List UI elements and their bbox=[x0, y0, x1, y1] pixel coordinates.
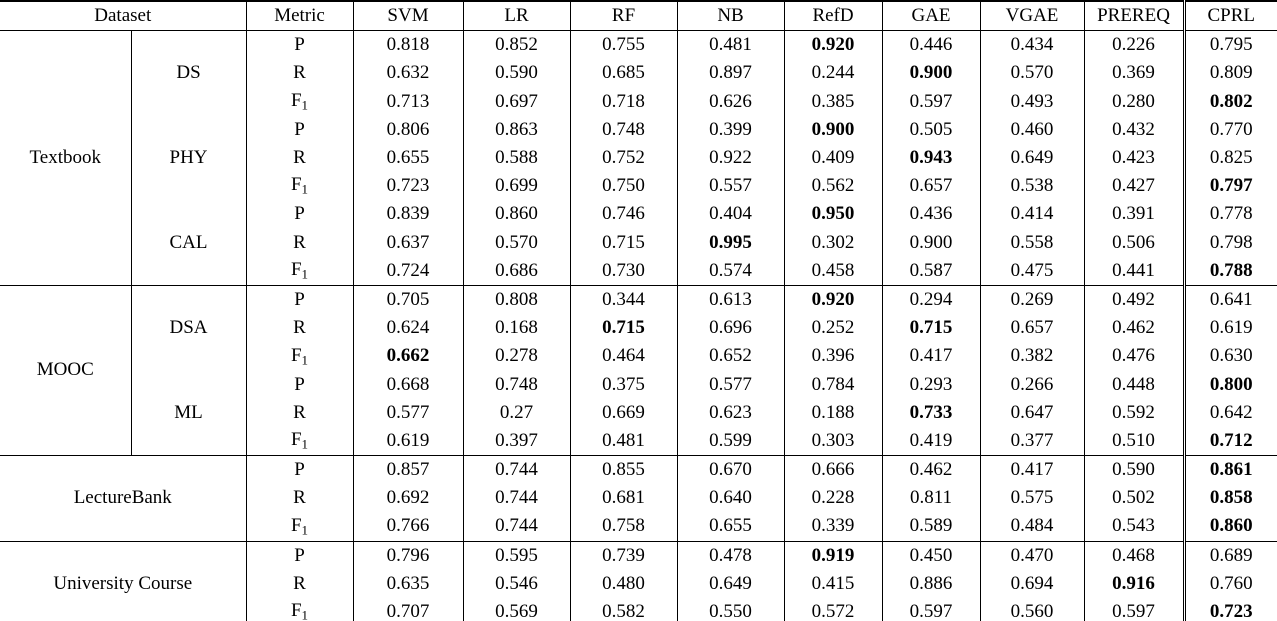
metric-value: 0.744 bbox=[463, 456, 570, 485]
column-header-cprl: CPRL bbox=[1184, 1, 1277, 31]
metric-value: 0.434 bbox=[980, 31, 1084, 60]
metric-value: 0.748 bbox=[570, 116, 677, 144]
metric-value: 0.739 bbox=[570, 541, 677, 570]
metric-value: 0.724 bbox=[353, 257, 463, 286]
metric-value: 0.480 bbox=[570, 570, 677, 598]
metric-value: 0.641 bbox=[1184, 285, 1277, 314]
metric-value: 0.369 bbox=[1084, 59, 1184, 87]
metric-value: 0.697 bbox=[463, 88, 570, 116]
metric-value: 0.613 bbox=[677, 285, 784, 314]
metric-value: 0.419 bbox=[882, 427, 980, 456]
metric-label: R bbox=[246, 570, 353, 598]
metric-value: 0.597 bbox=[1084, 598, 1184, 621]
metric-value: 0.800 bbox=[1184, 370, 1277, 398]
metric-value: 0.852 bbox=[463, 31, 570, 60]
metric-value: 0.900 bbox=[882, 229, 980, 257]
metric-value: 0.574 bbox=[677, 257, 784, 286]
metric-label: P bbox=[246, 541, 353, 570]
metric-value: 0.760 bbox=[1184, 570, 1277, 598]
metric-value: 0.647 bbox=[980, 399, 1084, 427]
metric-value: 0.860 bbox=[1184, 512, 1277, 541]
metric-value: 0.414 bbox=[980, 200, 1084, 228]
metric-value: 0.670 bbox=[677, 456, 784, 485]
metric-value: 0.432 bbox=[1084, 116, 1184, 144]
metric-value: 0.860 bbox=[463, 200, 570, 228]
metric-value: 0.577 bbox=[353, 399, 463, 427]
metric-label: P bbox=[246, 285, 353, 314]
results-table-body bbox=[0, 1, 1277, 621]
metric-value: 0.900 bbox=[882, 59, 980, 87]
metric-value: 0.916 bbox=[1084, 570, 1184, 598]
metric-value: 0.808 bbox=[463, 285, 570, 314]
metric-value: 0.950 bbox=[784, 200, 882, 228]
metric-value: 0.244 bbox=[784, 59, 882, 87]
metric-value: 0.409 bbox=[784, 144, 882, 172]
metric-label: $F_1$ bbox=[246, 342, 353, 370]
table-row bbox=[0, 456, 1277, 485]
metric-value: 0.746 bbox=[570, 200, 677, 228]
metric-value: 0.570 bbox=[980, 59, 1084, 87]
metric-value: 0.640 bbox=[677, 484, 784, 512]
metric-value: 0.470 bbox=[980, 541, 1084, 570]
column-header-svm: SVM bbox=[353, 1, 463, 31]
metric-value: 0.450 bbox=[882, 541, 980, 570]
metric-value: 0.796 bbox=[353, 541, 463, 570]
metric-value: 0.572 bbox=[784, 598, 882, 621]
metric-value: 0.441 bbox=[1084, 257, 1184, 286]
metric-value: 0.588 bbox=[463, 144, 570, 172]
metric-value: 0.399 bbox=[677, 116, 784, 144]
metric-label: R bbox=[246, 399, 353, 427]
metric-value: 0.809 bbox=[1184, 59, 1277, 87]
metric-value: 0.712 bbox=[1184, 427, 1277, 456]
metric-value: 0.681 bbox=[570, 484, 677, 512]
metric-value: 0.920 bbox=[784, 285, 882, 314]
metric-value: 0.995 bbox=[677, 229, 784, 257]
metric-value: 0.655 bbox=[677, 512, 784, 541]
metric-value: 0.266 bbox=[980, 370, 1084, 398]
metric-value: 0.427 bbox=[1084, 172, 1184, 200]
metric-label: $F_1$ bbox=[246, 88, 353, 116]
metric-value: 0.597 bbox=[882, 598, 980, 621]
metric-value: 0.590 bbox=[1084, 456, 1184, 485]
metric-label: $F_1$ bbox=[246, 427, 353, 456]
metric-label: P bbox=[246, 31, 353, 60]
metric-value: 0.685 bbox=[570, 59, 677, 87]
metric-value: 0.546 bbox=[463, 570, 570, 598]
metric-value: 0.375 bbox=[570, 370, 677, 398]
metric-value: 0.226 bbox=[1084, 31, 1184, 60]
metric-value: 0.686 bbox=[463, 257, 570, 286]
metric-value: 0.228 bbox=[784, 484, 882, 512]
metric-label: $F_1$ bbox=[246, 512, 353, 541]
metric-value: 0.493 bbox=[980, 88, 1084, 116]
metric-value: 0.696 bbox=[677, 314, 784, 342]
metric-value: 0.900 bbox=[784, 116, 882, 144]
metric-value: 0.730 bbox=[570, 257, 677, 286]
metric-value: 0.619 bbox=[1184, 314, 1277, 342]
metric-value: 0.630 bbox=[1184, 342, 1277, 370]
dataset-subset-label: DS bbox=[131, 31, 246, 116]
metric-value: 0.558 bbox=[980, 229, 1084, 257]
metric-label: $F_1$ bbox=[246, 172, 353, 200]
metric-value: 0.669 bbox=[570, 399, 677, 427]
metric-value: 0.391 bbox=[1084, 200, 1184, 228]
metric-value: 0.652 bbox=[677, 342, 784, 370]
metric-value: 0.744 bbox=[463, 484, 570, 512]
metric-value: 0.624 bbox=[353, 314, 463, 342]
metric-value: 0.755 bbox=[570, 31, 677, 60]
metric-value: 0.694 bbox=[980, 570, 1084, 598]
metric-value: 0.543 bbox=[1084, 512, 1184, 541]
metric-value: 0.468 bbox=[1084, 541, 1184, 570]
metric-value: 0.657 bbox=[980, 314, 1084, 342]
metric-value: 0.770 bbox=[1184, 116, 1277, 144]
metric-value: 0.715 bbox=[570, 229, 677, 257]
metric-value: 0.506 bbox=[1084, 229, 1184, 257]
column-header-gae: GAE bbox=[882, 1, 980, 31]
metric-value: 0.715 bbox=[570, 314, 677, 342]
metric-value: 0.857 bbox=[353, 456, 463, 485]
dataset-label: Textbook bbox=[0, 31, 131, 286]
metric-value: 0.303 bbox=[784, 427, 882, 456]
metric-value: 0.657 bbox=[882, 172, 980, 200]
metric-value: 0.575 bbox=[980, 484, 1084, 512]
metric-value: 0.478 bbox=[677, 541, 784, 570]
metric-value: 0.385 bbox=[784, 88, 882, 116]
metric-value: 0.448 bbox=[1084, 370, 1184, 398]
metric-value: 0.649 bbox=[980, 144, 1084, 172]
column-header-nb: NB bbox=[677, 1, 784, 31]
metric-value: 0.863 bbox=[463, 116, 570, 144]
metric-value: 0.788 bbox=[1184, 257, 1277, 286]
metric-value: 0.446 bbox=[882, 31, 980, 60]
metric-label: R bbox=[246, 144, 353, 172]
metric-value: 0.168 bbox=[463, 314, 570, 342]
metric-value: 0.635 bbox=[353, 570, 463, 598]
metric-value: 0.802 bbox=[1184, 88, 1277, 116]
metric-value: 0.778 bbox=[1184, 200, 1277, 228]
metric-label: P bbox=[246, 370, 353, 398]
metric-value: 0.662 bbox=[353, 342, 463, 370]
metric-value: 0.557 bbox=[677, 172, 784, 200]
metric-value: 0.919 bbox=[784, 541, 882, 570]
metric-value: 0.188 bbox=[784, 399, 882, 427]
metric-value: 0.562 bbox=[784, 172, 882, 200]
metric-value: 0.623 bbox=[677, 399, 784, 427]
column-header-vgae: VGAE bbox=[980, 1, 1084, 31]
column-header-dataset: Dataset bbox=[0, 1, 246, 31]
dataset-subset-label: CAL bbox=[131, 200, 246, 285]
metric-value: 0.377 bbox=[980, 427, 1084, 456]
metric-label: P bbox=[246, 456, 353, 485]
table-row bbox=[0, 200, 1277, 228]
metric-value: 0.417 bbox=[882, 342, 980, 370]
metric-value: 0.689 bbox=[1184, 541, 1277, 570]
metric-value: 0.718 bbox=[570, 88, 677, 116]
metric-value: 0.811 bbox=[882, 484, 980, 512]
metric-value: 0.861 bbox=[1184, 456, 1277, 485]
metric-value: 0.569 bbox=[463, 598, 570, 621]
metric-value: 0.692 bbox=[353, 484, 463, 512]
metric-value: 0.619 bbox=[353, 427, 463, 456]
metric-value: 0.626 bbox=[677, 88, 784, 116]
metric-value: 0.302 bbox=[784, 229, 882, 257]
metric-value: 0.632 bbox=[353, 59, 463, 87]
metric-value: 0.748 bbox=[463, 370, 570, 398]
metric-value: 0.642 bbox=[1184, 399, 1277, 427]
metric-value: 0.825 bbox=[1184, 144, 1277, 172]
metric-value: 0.550 bbox=[677, 598, 784, 621]
metric-label: R bbox=[246, 484, 353, 512]
metric-value: 0.920 bbox=[784, 31, 882, 60]
metric-value: 0.699 bbox=[463, 172, 570, 200]
metric-value: 0.599 bbox=[677, 427, 784, 456]
metric-label: R bbox=[246, 229, 353, 257]
metric-value: 0.396 bbox=[784, 342, 882, 370]
metric-value: 0.462 bbox=[882, 456, 980, 485]
metric-value: 0.538 bbox=[980, 172, 1084, 200]
metric-value: 0.481 bbox=[677, 31, 784, 60]
table-row bbox=[0, 31, 1277, 60]
metric-value: 0.293 bbox=[882, 370, 980, 398]
metric-value: 0.382 bbox=[980, 342, 1084, 370]
metric-value: 0.269 bbox=[980, 285, 1084, 314]
dataset-label: LectureBank bbox=[0, 456, 246, 542]
metric-value: 0.943 bbox=[882, 144, 980, 172]
metric-value: 0.423 bbox=[1084, 144, 1184, 172]
metric-value: 0.481 bbox=[570, 427, 677, 456]
dataset-label: University Course bbox=[0, 541, 246, 621]
table-header-row bbox=[0, 1, 1277, 31]
metric-value: 0.798 bbox=[1184, 229, 1277, 257]
column-header-rf: RF bbox=[570, 1, 677, 31]
column-header-metric: Metric bbox=[246, 1, 353, 31]
metric-value: 0.597 bbox=[882, 88, 980, 116]
dataset-subset-label: ML bbox=[131, 370, 246, 455]
metric-value: 0.344 bbox=[570, 285, 677, 314]
metric-value: 0.278 bbox=[463, 342, 570, 370]
metric-value: 0.560 bbox=[980, 598, 1084, 621]
metric-value: 0.294 bbox=[882, 285, 980, 314]
metric-value: 0.252 bbox=[784, 314, 882, 342]
metric-value: 0.750 bbox=[570, 172, 677, 200]
metric-value: 0.404 bbox=[677, 200, 784, 228]
column-header-refd: RefD bbox=[784, 1, 882, 31]
metric-value: 0.922 bbox=[677, 144, 784, 172]
metric-value: 0.649 bbox=[677, 570, 784, 598]
table-row bbox=[0, 116, 1277, 144]
metric-value: 0.752 bbox=[570, 144, 677, 172]
metric-value: 0.458 bbox=[784, 257, 882, 286]
metric-value: 0.510 bbox=[1084, 427, 1184, 456]
metric-value: 0.806 bbox=[353, 116, 463, 144]
metric-value: 0.27 bbox=[463, 399, 570, 427]
metric-value: 0.818 bbox=[353, 31, 463, 60]
metric-value: 0.415 bbox=[784, 570, 882, 598]
metric-value: 0.758 bbox=[570, 512, 677, 541]
metric-value: 0.666 bbox=[784, 456, 882, 485]
table-row bbox=[0, 285, 1277, 314]
metric-label: R bbox=[246, 59, 353, 87]
table-row bbox=[0, 370, 1277, 398]
metric-value: 0.766 bbox=[353, 512, 463, 541]
dataset-label: MOOC bbox=[0, 285, 131, 455]
metric-value: 0.436 bbox=[882, 200, 980, 228]
metric-value: 0.886 bbox=[882, 570, 980, 598]
metric-value: 0.797 bbox=[1184, 172, 1277, 200]
dataset-subset-label: PHY bbox=[131, 116, 246, 201]
metric-value: 0.476 bbox=[1084, 342, 1184, 370]
metric-value: 0.733 bbox=[882, 399, 980, 427]
column-header-lr: LR bbox=[463, 1, 570, 31]
metric-value: 0.417 bbox=[980, 456, 1084, 485]
metric-value: 0.590 bbox=[463, 59, 570, 87]
metric-label: P bbox=[246, 200, 353, 228]
metric-value: 0.713 bbox=[353, 88, 463, 116]
metric-value: 0.582 bbox=[570, 598, 677, 621]
metric-value: 0.505 bbox=[882, 116, 980, 144]
metric-value: 0.858 bbox=[1184, 484, 1277, 512]
metric-value: 0.784 bbox=[784, 370, 882, 398]
metric-value: 0.707 bbox=[353, 598, 463, 621]
metric-value: 0.492 bbox=[1084, 285, 1184, 314]
metric-value: 0.637 bbox=[353, 229, 463, 257]
metric-value: 0.795 bbox=[1184, 31, 1277, 60]
metric-value: 0.484 bbox=[980, 512, 1084, 541]
metric-label: R bbox=[246, 314, 353, 342]
metric-value: 0.577 bbox=[677, 370, 784, 398]
metric-label: $F_1$ bbox=[246, 257, 353, 286]
dataset-subset-label: DSA bbox=[131, 285, 246, 370]
metric-value: 0.592 bbox=[1084, 399, 1184, 427]
metric-value: 0.655 bbox=[353, 144, 463, 172]
column-header-prereq: PREREQ bbox=[1084, 1, 1184, 31]
metric-value: 0.744 bbox=[463, 512, 570, 541]
metric-value: 0.723 bbox=[1184, 598, 1277, 621]
metric-value: 0.397 bbox=[463, 427, 570, 456]
table-row bbox=[0, 541, 1277, 570]
metric-value: 0.587 bbox=[882, 257, 980, 286]
metric-value: 0.570 bbox=[463, 229, 570, 257]
metric-value: 0.502 bbox=[1084, 484, 1184, 512]
metric-value: 0.897 bbox=[677, 59, 784, 87]
metric-value: 0.668 bbox=[353, 370, 463, 398]
metric-value: 0.339 bbox=[784, 512, 882, 541]
metric-value: 0.855 bbox=[570, 456, 677, 485]
metric-value: 0.723 bbox=[353, 172, 463, 200]
metric-value: 0.460 bbox=[980, 116, 1084, 144]
metric-value: 0.280 bbox=[1084, 88, 1184, 116]
metric-value: 0.475 bbox=[980, 257, 1084, 286]
metric-value: 0.715 bbox=[882, 314, 980, 342]
metric-label: $F_1$ bbox=[246, 598, 353, 621]
metric-value: 0.589 bbox=[882, 512, 980, 541]
metric-label: P bbox=[246, 116, 353, 144]
metric-value: 0.462 bbox=[1084, 314, 1184, 342]
metric-value: 0.595 bbox=[463, 541, 570, 570]
metric-value: 0.705 bbox=[353, 285, 463, 314]
metric-value: 0.839 bbox=[353, 200, 463, 228]
metric-value: 0.464 bbox=[570, 342, 677, 370]
